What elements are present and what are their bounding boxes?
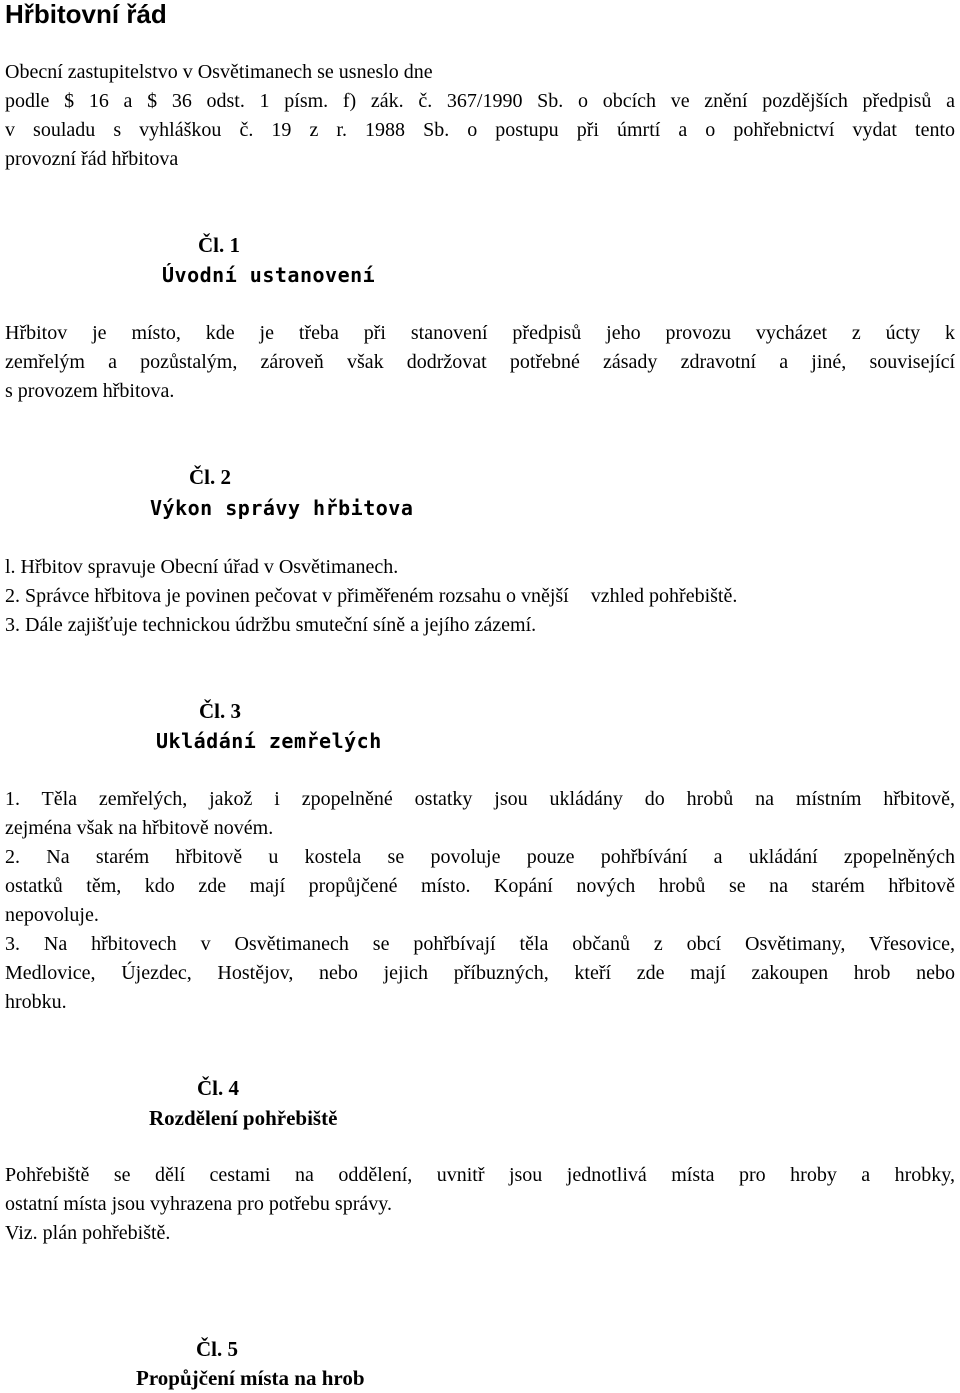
page-title: Hřbitovní řád xyxy=(5,0,167,29)
article-3-line: nepovoluje. xyxy=(5,904,99,926)
article-4-line: ostatní místa jsou vyhrazena pro potřebu správy. xyxy=(5,1193,392,1215)
article-1-line: Hřbitov je místo, kde je třeba při stanovení předpisů jeho provozu vycházet z úcty k xyxy=(5,322,955,344)
article-3-line: ostatků těm, kdo zde mají propůjčené místo. Kopání nových hrobů se na starém hřbitově xyxy=(5,875,955,897)
article-1-heading: Úvodní ustanovení xyxy=(162,263,376,287)
article-1-paragraph xyxy=(5,319,955,406)
article-3-heading: Ukládání zemřelých xyxy=(156,729,382,753)
article-4-line: Viz. plán pohřebiště. xyxy=(5,1222,171,1244)
article-2-number: Čl. 2 xyxy=(189,465,231,489)
intro-line: podle $ 16 a $ 36 odst. 1 písm. f) zák. č. 367/1990 Sb. o obcích ve znění pozdějších předpisů a xyxy=(5,90,955,112)
article-2-item xyxy=(5,582,955,611)
article-1-line: s provozem hřbitova. xyxy=(5,380,175,402)
article-5-number: Čl. 5 xyxy=(196,1337,238,1361)
article-1-line: zemřelým a pozůstalým, zároveň však dodržovat potřebné zásady zdravotní a jiné, související xyxy=(5,351,955,373)
article-3-line: zejména však na hřbitově novém. xyxy=(5,817,274,839)
article-3-line: hrobku. xyxy=(5,991,67,1013)
intro-line: v souladu s vyhláškou č. 19 z r. 1988 Sb. o postupu při úmrtí a o pohřebnictví vydat tento xyxy=(5,119,955,141)
article-5-heading: Propůjčení místa na hrob xyxy=(136,1366,365,1390)
article-3-paragraph xyxy=(5,785,955,1017)
article-2-heading: Výkon správy hřbitova xyxy=(150,496,414,520)
intro-paragraph xyxy=(5,58,955,174)
article-2-item: 3. Dále zajišťuje technickou údržbu smuteční síně a jejího zázemí. xyxy=(5,614,537,636)
article-2-list xyxy=(5,553,955,640)
article-4-number: Čl. 4 xyxy=(197,1076,239,1100)
intro-line: provozní řád hřbitova xyxy=(5,148,179,170)
intro-line: Obecní zastupitelstvo v Osvětimanech se usneslo dne xyxy=(5,61,433,83)
article-4-line: Pohřebiště se dělí cestami na oddělení, uvnitř jsou jednotlivá místa pro hroby a hrobky, xyxy=(5,1164,955,1186)
article-2-item-text: vzhled pohřebiště. xyxy=(590,585,738,607)
article-3-number: Čl. 3 xyxy=(199,699,241,723)
article-3-line: 1. Těla zemřelých, jakož i zpopelněné ostatky jsou ukládány do hrobů na místním hřbitově, xyxy=(5,788,955,810)
article-1-number: Čl. 1 xyxy=(198,233,240,257)
article-2-item-text: 2. Správce hřbitova je povinen pečovat v přiměřeném rozsahu o vnější xyxy=(5,585,569,607)
article-3-line: 3. Na hřbitovech v Osvětimanech se pohřbívají těla občanů z obcí Osvětimany, Vřesovice, xyxy=(5,933,955,955)
article-4-paragraph xyxy=(5,1161,955,1248)
article-3-line: 2. Na starém hřbitově u kostela se povoluje pouze pohřbívání a ukládání zpopelněných xyxy=(5,846,955,868)
article-3-line: Medlovice, Újezdec, Hostějov, nebo jejich příbuzných, kteří zde mají zakoupen hrob nebo xyxy=(5,962,955,984)
article-4-heading: Rozdělení pohřebiště xyxy=(149,1106,338,1130)
article-2-item: l. Hřbitov spravuje Obecní úřad v Osvětimanech. xyxy=(5,556,399,578)
